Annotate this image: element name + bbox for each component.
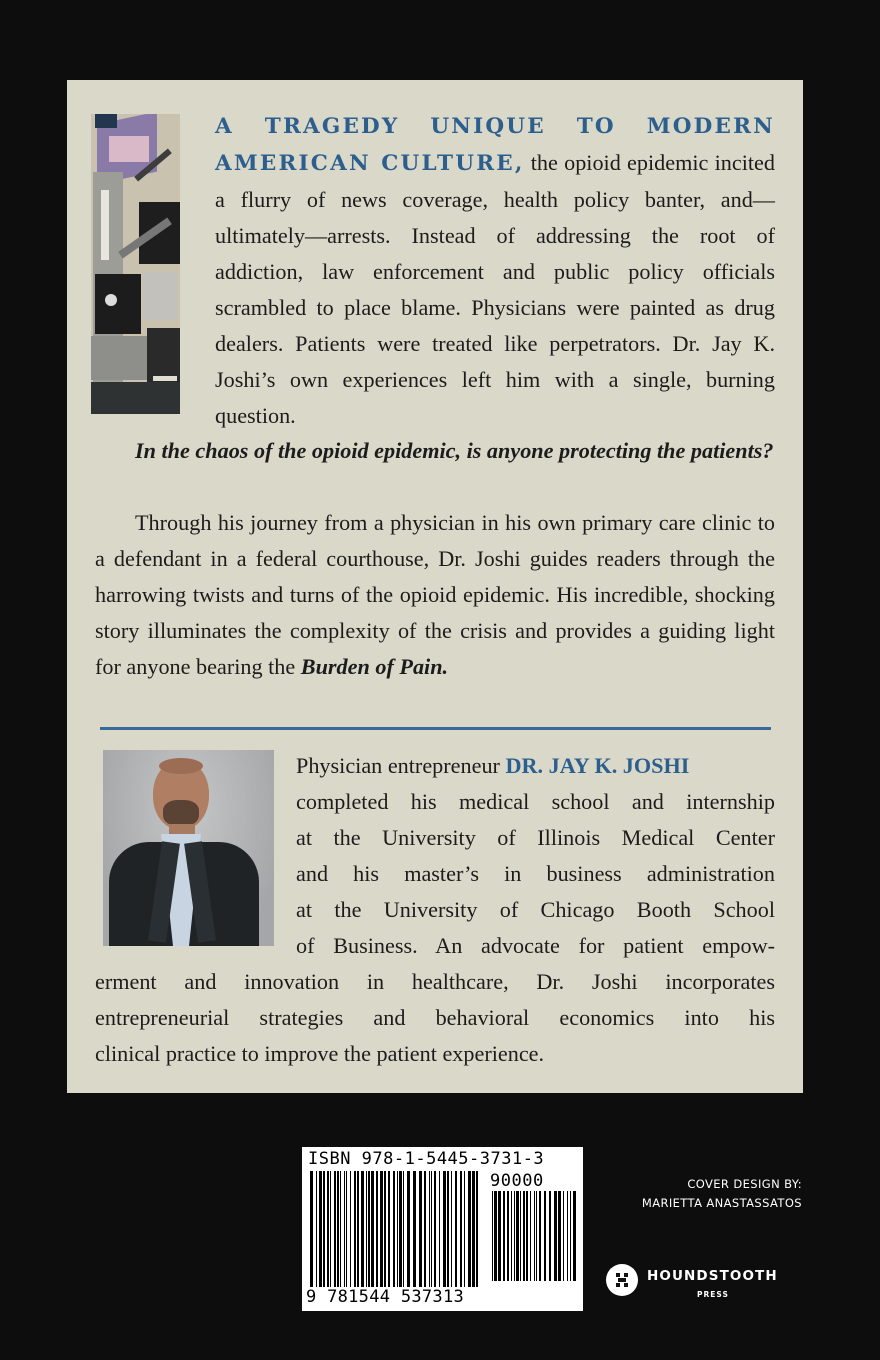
price-code: 90000 xyxy=(490,1171,544,1191)
collage-artwork xyxy=(91,114,180,414)
blurb-question: In the chaos of the opioid epidemic, is anyone protecting the patients? xyxy=(135,438,774,463)
author-name: DR. JAY K. JOSHI xyxy=(505,753,690,778)
publisher-logo xyxy=(604,1262,804,1308)
bio-line: clinical practice to improve the patient experience. xyxy=(95,1041,545,1066)
publisher-name: HOUNDSTOOTH xyxy=(647,1268,778,1284)
houndstooth-icon xyxy=(606,1264,638,1296)
credit-designer: MARIETTA ANASTASSATOS xyxy=(641,1196,802,1210)
barcode-bars-main xyxy=(310,1171,480,1287)
bio-line: at the University of Chicago Booth School xyxy=(296,897,775,922)
bio-line: erment and innovation in healthcare, Dr. Joshi incorporates xyxy=(95,969,775,994)
blurb-body-text: Through his journey from a physician in his own primary care clinic to a defendant in a federal courthouse, Dr. Joshi guides readers through the harrowing twists and turns of the opioid epidemic. His incredible, shocking story illuminates the complexity of the crisis and provides a guiding light for anyone bearing the xyxy=(95,510,775,679)
bio-line: at the University of Illinois Medical Center xyxy=(296,825,775,850)
bio-line: and his master’s in business administration xyxy=(296,861,775,886)
bio-line: entrepreneurial strategies and behavioral economics into his xyxy=(95,1005,775,1030)
publisher-subtitle: PRESS xyxy=(697,1290,729,1299)
credit-label: COVER DESIGN BY: xyxy=(687,1177,802,1191)
blurb-body xyxy=(95,505,775,685)
back-cover-panel xyxy=(67,80,803,1093)
isbn-barcode xyxy=(302,1147,583,1311)
blurb-paragraph xyxy=(215,108,775,434)
barcode-digits: 9 781544 537313 xyxy=(306,1287,465,1307)
blurb-lead: A TRAGEDY UNIQUE TO MODERN AMERICAN CULTURE, xyxy=(215,114,775,176)
bio-line: completed his medical school and internship xyxy=(296,789,775,814)
isbn-number: ISBN 978-1-5445-3731-3 xyxy=(308,1149,545,1169)
book-title-reference: Burden of Pain. xyxy=(300,654,449,679)
bio-line: of Business. An advocate for patient empow- xyxy=(296,933,775,958)
section-divider xyxy=(100,727,771,730)
barcode-bars-addon xyxy=(492,1191,576,1281)
blurb-intro: the opioid epidemic incited a flurry of news coverage, health policy banter, and—ultimately—arrests. Instead of addressing the root of addiction, law enforcement and public policy officials scrambled to place blame. Physicians were painted as drug dealers. Patients were treated like perpetrators. Dr. Jay K. Joshi’s own experiences left him with a single, burning question. xyxy=(215,150,775,428)
author-bio-first-line xyxy=(296,748,776,784)
cover-design-credit xyxy=(600,1175,802,1213)
author-bio xyxy=(95,784,775,1072)
bio-prefix: Physician entrepreneur xyxy=(296,753,506,778)
